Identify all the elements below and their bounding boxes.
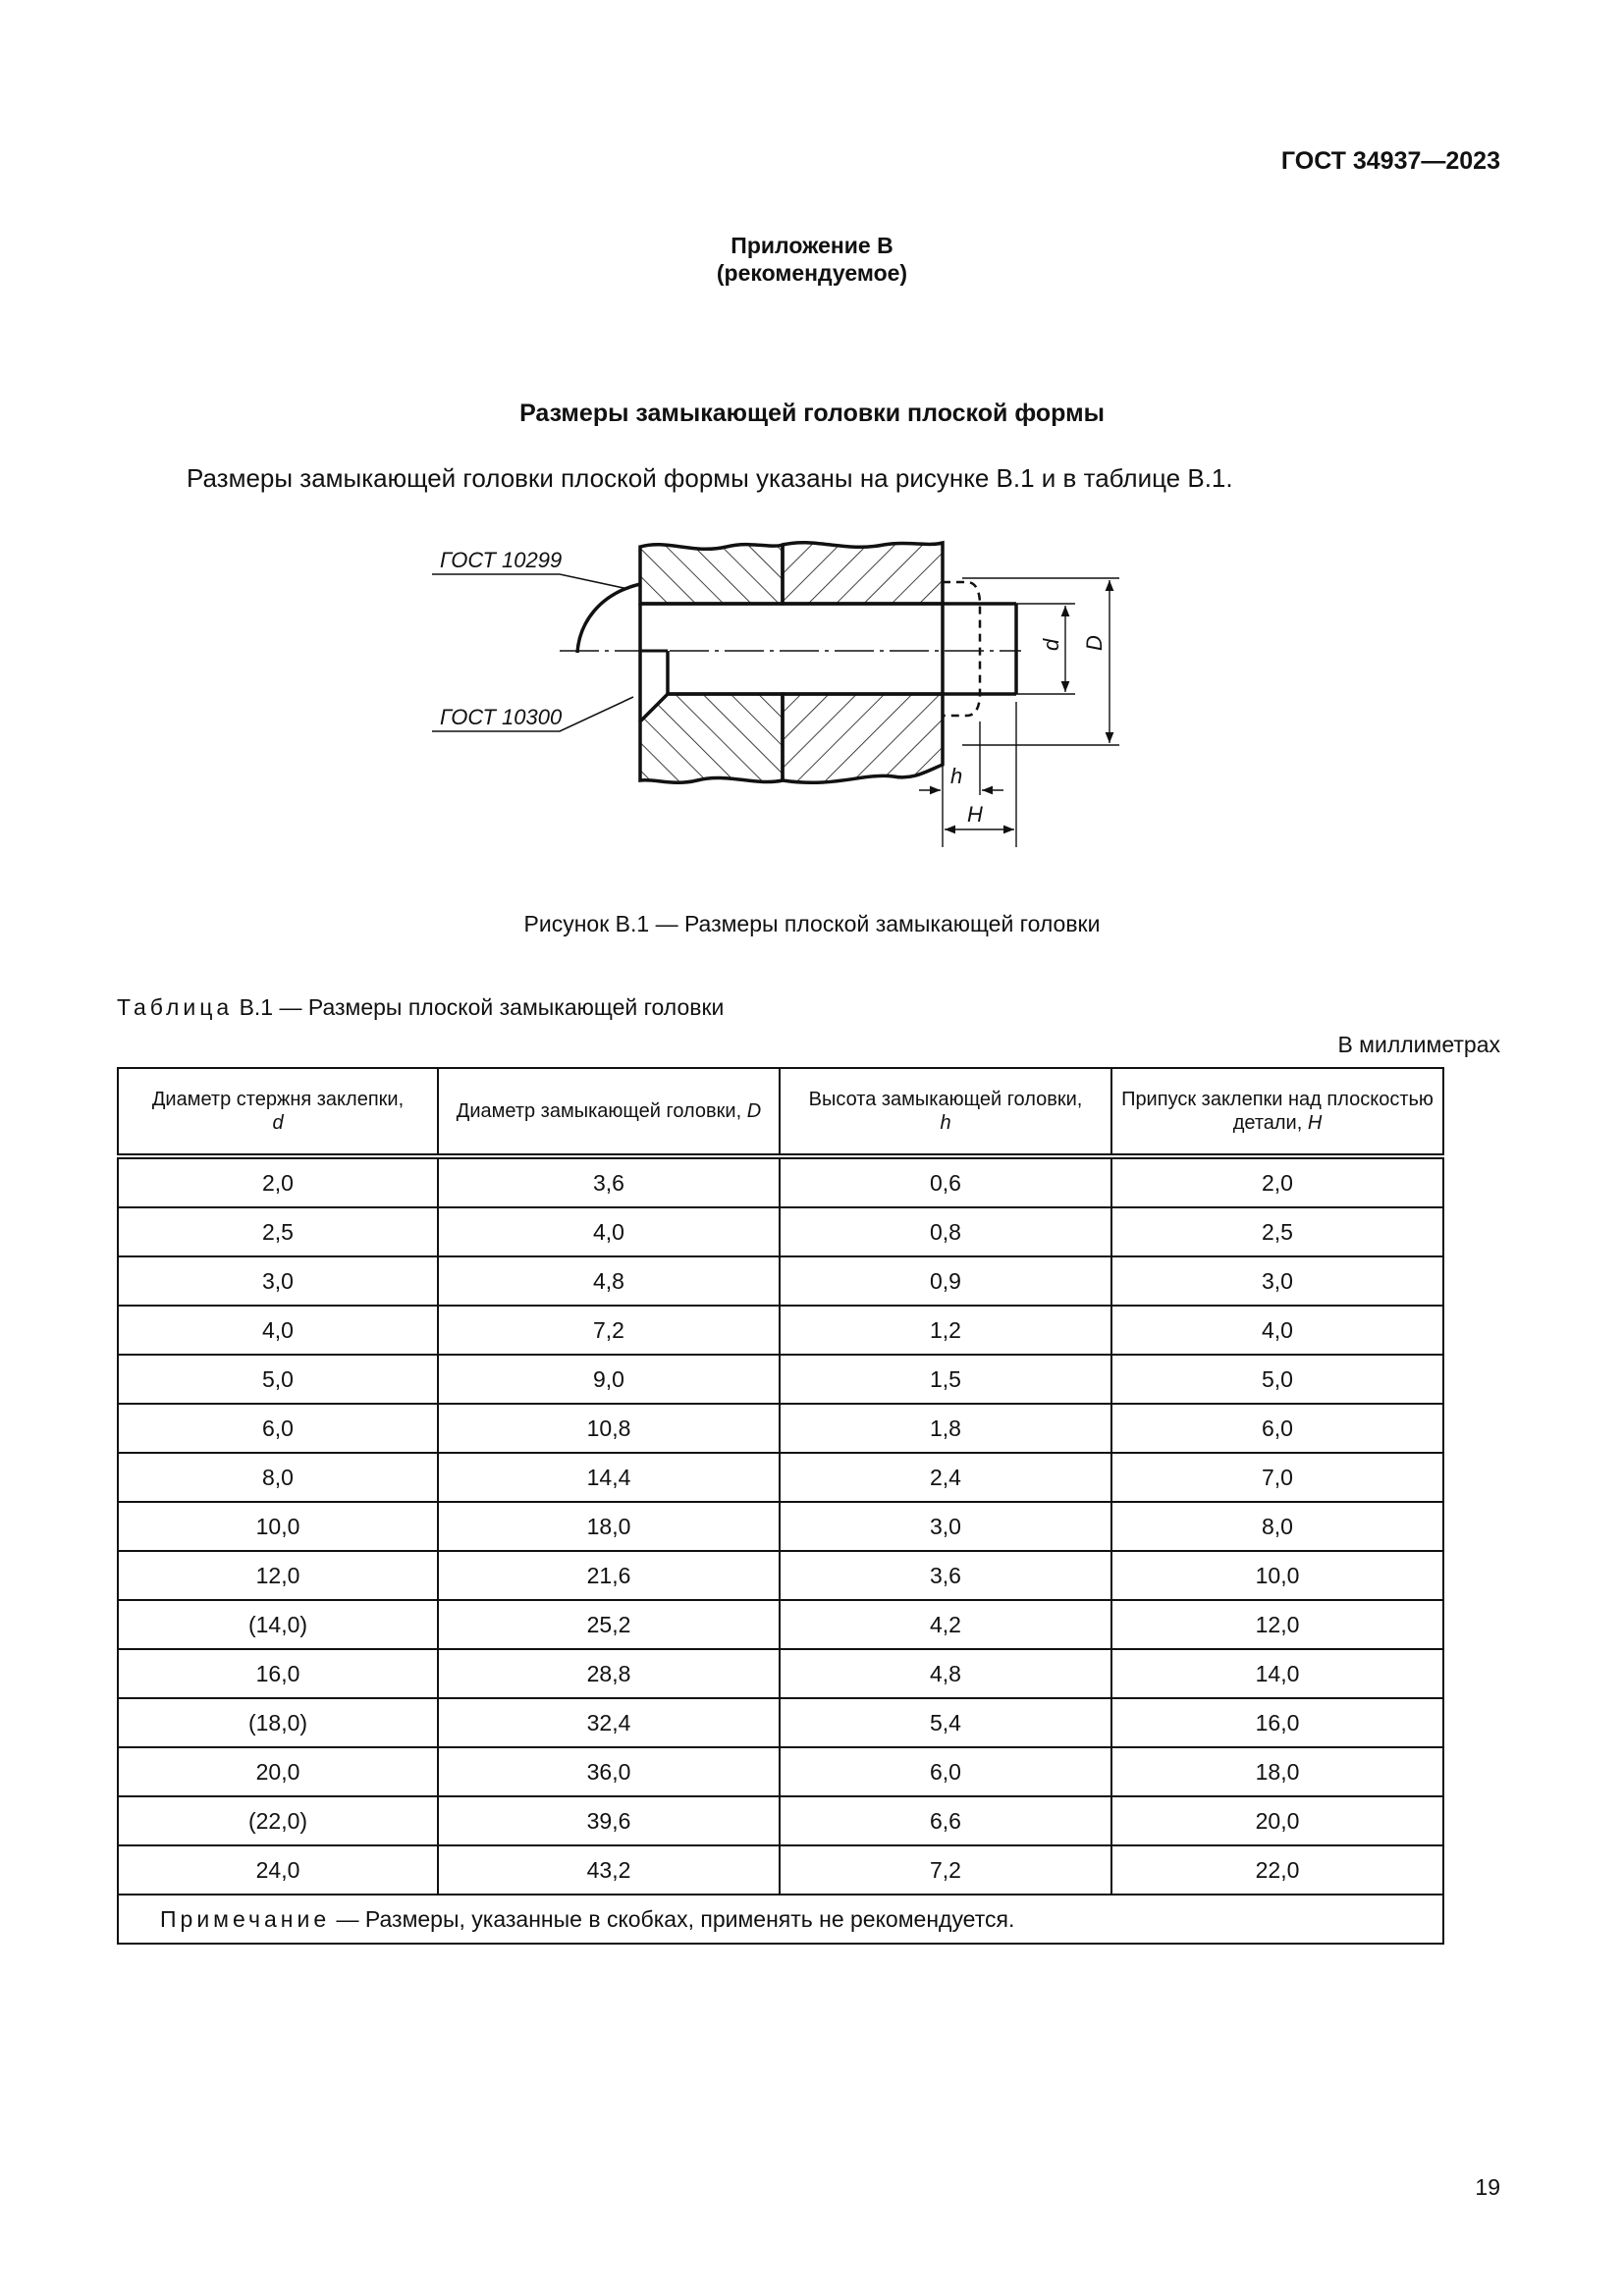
upper-plate-right <box>783 543 943 604</box>
table-cell: 20,0 <box>1111 1796 1443 1845</box>
table-cell: 10,0 <box>118 1502 438 1551</box>
table-cell: 16,0 <box>1111 1698 1443 1747</box>
table-cell: 10,0 <box>1111 1551 1443 1600</box>
table-cell: 20,0 <box>118 1747 438 1796</box>
table-cell: 2,4 <box>780 1453 1111 1502</box>
dimensions-table <box>117 1067 1444 1945</box>
table-cell: (22,0) <box>118 1796 438 1845</box>
dim-label-h: h <box>950 764 963 788</box>
table-row <box>118 1600 1443 1649</box>
table-units: В миллиметрах <box>1337 1032 1500 1057</box>
table-cell: 1,2 <box>780 1306 1111 1355</box>
intro-paragraph: Размеры замыкающей головки плоской формы указаны на рисунке В.1 и в таблице В.1. <box>187 463 1233 493</box>
page-number: 19 <box>1475 2174 1500 2200</box>
appendix-title: Приложение В <box>731 233 893 258</box>
table-cell: 4,8 <box>780 1649 1111 1698</box>
table-cell: 7,2 <box>438 1306 780 1355</box>
table-title-rest: В.1 — Размеры плоской замыкающей головки <box>239 994 725 1020</box>
table-cell: 2,0 <box>118 1156 438 1207</box>
table-cell: 12,0 <box>1111 1600 1443 1649</box>
table-cell: 9,0 <box>438 1355 780 1404</box>
table-title <box>117 994 724 1021</box>
table-cell: 4,0 <box>118 1306 438 1355</box>
header-head-diameter: Диаметр замыкающей головки, D <box>438 1068 780 1156</box>
table-cell: 25,2 <box>438 1600 780 1649</box>
table-cell: 22,0 <box>1111 1845 1443 1895</box>
lower-plate-left <box>640 694 783 782</box>
table-cell: 6,0 <box>780 1747 1111 1796</box>
table-cell: 3,0 <box>118 1256 438 1306</box>
table-cell: 8,0 <box>118 1453 438 1502</box>
table-cell: 5,0 <box>1111 1355 1443 1404</box>
table-cell: 1,5 <box>780 1355 1111 1404</box>
table-cell: 0,6 <box>780 1156 1111 1207</box>
header-head-height: Высота замыкающей головки, h <box>780 1068 1111 1156</box>
table-row <box>118 1698 1443 1747</box>
table-cell: 24,0 <box>118 1845 438 1895</box>
table-title-prefix: Таблица <box>117 994 234 1020</box>
table-row <box>118 1747 1443 1796</box>
table-cell: 43,2 <box>438 1845 780 1895</box>
table-cell: 3,0 <box>1111 1256 1443 1306</box>
table-row <box>118 1306 1443 1355</box>
table-cell: 14,4 <box>438 1453 780 1502</box>
label-gost-10299: ГОСТ 10299 <box>440 548 563 572</box>
table-cell: 10,8 <box>438 1404 780 1453</box>
table-cell: 6,6 <box>780 1796 1111 1845</box>
table-cell: 36,0 <box>438 1747 780 1796</box>
table-cell: 3,0 <box>780 1502 1111 1551</box>
table-body <box>118 1156 1443 1895</box>
table-cell: (14,0) <box>118 1600 438 1649</box>
table-row <box>118 1404 1443 1453</box>
table-row <box>118 1156 1443 1207</box>
table-cell: 4,8 <box>438 1256 780 1306</box>
table-row <box>118 1256 1443 1306</box>
table-note-row <box>118 1895 1443 1944</box>
table-cell: 7,2 <box>780 1845 1111 1895</box>
rivet-drawing <box>432 535 1139 859</box>
lower-plate-right <box>783 694 943 782</box>
table-cell: 2,0 <box>1111 1156 1443 1207</box>
document-code: ГОСТ 34937—2023 <box>1280 147 1500 175</box>
table-cell: 16,0 <box>118 1649 438 1698</box>
leader-gost-10299 <box>432 574 628 589</box>
table-note: Примечание — Размеры, указанные в скобках, применять не рекомендуется. <box>118 1895 1443 1944</box>
table-cell: 4,2 <box>780 1600 1111 1649</box>
table-cell: 4,0 <box>1111 1306 1443 1355</box>
table-row <box>118 1207 1443 1256</box>
upper-plate-left <box>640 545 783 604</box>
table-cell: 2,5 <box>1111 1207 1443 1256</box>
table-row <box>118 1453 1443 1502</box>
table-cell: 18,0 <box>438 1502 780 1551</box>
section-heading: Размеры замыкающей головки плоской формы <box>519 400 1105 427</box>
dim-label-d: d <box>1039 638 1063 651</box>
table-cell: 28,8 <box>438 1649 780 1698</box>
table-cell: 4,0 <box>438 1207 780 1256</box>
table-cell: 7,0 <box>1111 1453 1443 1502</box>
appendix-status: (рекомендуемое) <box>716 260 908 286</box>
table-row <box>118 1551 1443 1600</box>
table-row <box>118 1355 1443 1404</box>
table-cell: 5,0 <box>118 1355 438 1404</box>
table-cell: 6,0 <box>1111 1404 1443 1453</box>
table-cell: 1,8 <box>780 1404 1111 1453</box>
table-row <box>118 1502 1443 1551</box>
dim-label-H: H <box>967 802 983 827</box>
table-cell: 32,4 <box>438 1698 780 1747</box>
header-allowance: Припуск заклепки над плоскостью детали, H <box>1111 1068 1443 1156</box>
table-cell: 5,4 <box>780 1698 1111 1747</box>
table-cell: 0,8 <box>780 1207 1111 1256</box>
table-cell: 8,0 <box>1111 1502 1443 1551</box>
table-row <box>118 1845 1443 1895</box>
table-cell: 21,6 <box>438 1551 780 1600</box>
table-cell: 0,9 <box>780 1256 1111 1306</box>
table-row <box>118 1649 1443 1698</box>
table-cell: (18,0) <box>118 1698 438 1747</box>
label-gost-10300: ГОСТ 10300 <box>440 705 563 729</box>
dim-label-D: D <box>1082 635 1107 651</box>
table-cell: 3,6 <box>438 1156 780 1207</box>
table-cell: 3,6 <box>780 1551 1111 1600</box>
table-row <box>118 1796 1443 1845</box>
table-cell: 14,0 <box>1111 1649 1443 1698</box>
table-cell: 2,5 <box>118 1207 438 1256</box>
figure-caption: Рисунок В.1 — Размеры плоской замыкающей головки <box>523 911 1101 936</box>
table-header-row <box>118 1068 1443 1156</box>
table-cell: 12,0 <box>118 1551 438 1600</box>
table-cell: 6,0 <box>118 1404 438 1453</box>
header-shank-diameter: Диаметр стержня заклепки, d <box>118 1068 438 1156</box>
table-cell: 18,0 <box>1111 1747 1443 1796</box>
table-cell: 39,6 <box>438 1796 780 1845</box>
